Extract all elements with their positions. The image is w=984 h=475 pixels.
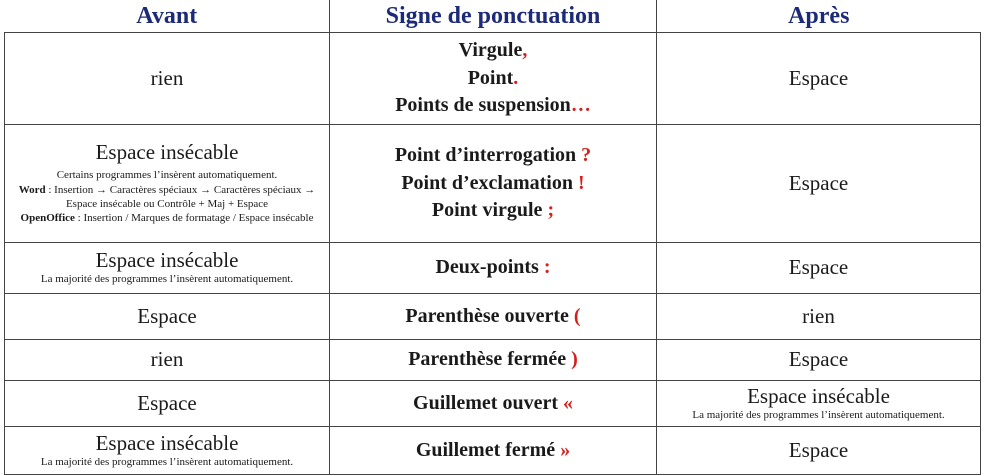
cell-sign	[330, 33, 657, 125]
cell-before	[5, 381, 330, 427]
header-after: Après	[657, 0, 981, 33]
sign-mark: ;	[547, 199, 555, 222]
punctuation-spacing-table	[4, 0, 981, 475]
sign-label: Point d’exclamation	[401, 171, 573, 194]
after-text: Espace	[788, 65, 849, 90]
sign-line	[336, 92, 650, 120]
sign-label: Guillemet ouvert	[413, 391, 558, 414]
table-row	[5, 294, 981, 340]
cell-before	[5, 243, 330, 294]
cell-sign	[330, 381, 657, 427]
before-text: rien	[150, 65, 184, 90]
sign-label: Point d’interrogation	[394, 144, 577, 167]
sign-mark: .	[513, 66, 519, 89]
cell-after	[657, 33, 981, 125]
word-instructions: : Insertion → Caractères spéciaux → Caractères spéciaux → Espace insécable ou Contrôle + Maj + Espace	[45, 183, 316, 211]
before-note: La majorité des programmes l’insèrent automatiquement.	[40, 273, 294, 286]
sign-line	[336, 142, 650, 170]
cell-sign	[330, 427, 657, 475]
table-row	[5, 33, 981, 125]
sign-label: Deux-points	[435, 256, 539, 279]
cell-before	[5, 125, 330, 243]
after-text: Espace insécable	[747, 383, 890, 408]
sign-label: Points de suspension	[395, 94, 571, 117]
before-note: La majorité des programmes l’insèrent automatiquement.	[40, 455, 294, 468]
sign-label: Parenthèse fermée	[408, 348, 567, 371]
before-text: Espace insécable	[95, 248, 239, 273]
table-row	[5, 125, 981, 243]
before-text: Espace insécable	[95, 430, 239, 455]
cell-after	[657, 294, 981, 340]
sign-mark: !	[577, 171, 585, 194]
cell-before	[5, 427, 330, 475]
cell-before	[5, 294, 330, 340]
sign-mark: :	[543, 256, 551, 279]
cell-after	[657, 125, 981, 243]
sign-line	[336, 197, 650, 225]
after-text: Espace	[788, 170, 849, 195]
header-sign: Signe de ponctuation	[330, 0, 657, 33]
sign-label: Point	[467, 66, 514, 89]
cell-after	[657, 427, 981, 475]
sign-label: Parenthèse ouverte	[405, 304, 569, 327]
before-note-word	[11, 183, 323, 212]
sign-mark: »	[560, 438, 571, 461]
sign-line	[336, 65, 650, 93]
sign-mark: …	[570, 94, 591, 117]
cell-before	[5, 33, 330, 125]
table-header-row	[5, 0, 981, 33]
openoffice-instructions: : Insertion / Marques de formatage / Espace insécable	[74, 212, 314, 225]
cell-after	[657, 381, 981, 427]
sign-label: Point virgule	[431, 199, 543, 222]
sign-mark: «	[562, 391, 573, 414]
table-row	[5, 340, 981, 381]
table-row	[5, 243, 981, 294]
sign-mark: ?	[581, 144, 592, 167]
sign-label: Virgule	[458, 39, 523, 62]
cell-after	[657, 243, 981, 294]
after-text: rien	[802, 303, 835, 328]
sign-label: Guillemet fermé	[415, 438, 556, 461]
sign-mark: )	[571, 348, 578, 371]
after-text: Espace	[788, 347, 849, 372]
before-note: Certains programmes l’insèrent automatiquement.	[56, 169, 278, 182]
after-text: Espace	[788, 255, 849, 280]
table-row	[5, 427, 981, 475]
before-text: Espace insécable	[95, 140, 239, 165]
table-row	[5, 381, 981, 427]
sign-line	[336, 170, 650, 198]
before-text: Espace	[137, 390, 197, 415]
cell-before	[5, 340, 330, 381]
after-text: Espace	[788, 437, 849, 462]
before-text: rien	[150, 347, 184, 372]
sign-line	[336, 37, 650, 65]
sign-mark: ,	[522, 39, 528, 62]
sign-mark: (	[573, 304, 581, 327]
cell-sign	[330, 340, 657, 381]
cell-sign	[330, 243, 657, 294]
cell-sign	[330, 294, 657, 340]
cell-sign	[330, 125, 657, 243]
openoffice-label: OpenOffice	[20, 212, 75, 225]
cell-after	[657, 340, 981, 381]
before-text: Espace	[137, 303, 197, 328]
header-before: Avant	[5, 0, 330, 33]
word-label: Word	[18, 183, 46, 196]
before-note-openoffice	[11, 211, 323, 225]
after-note: La majorité des programmes l’insèrent automatiquement.	[692, 408, 945, 421]
